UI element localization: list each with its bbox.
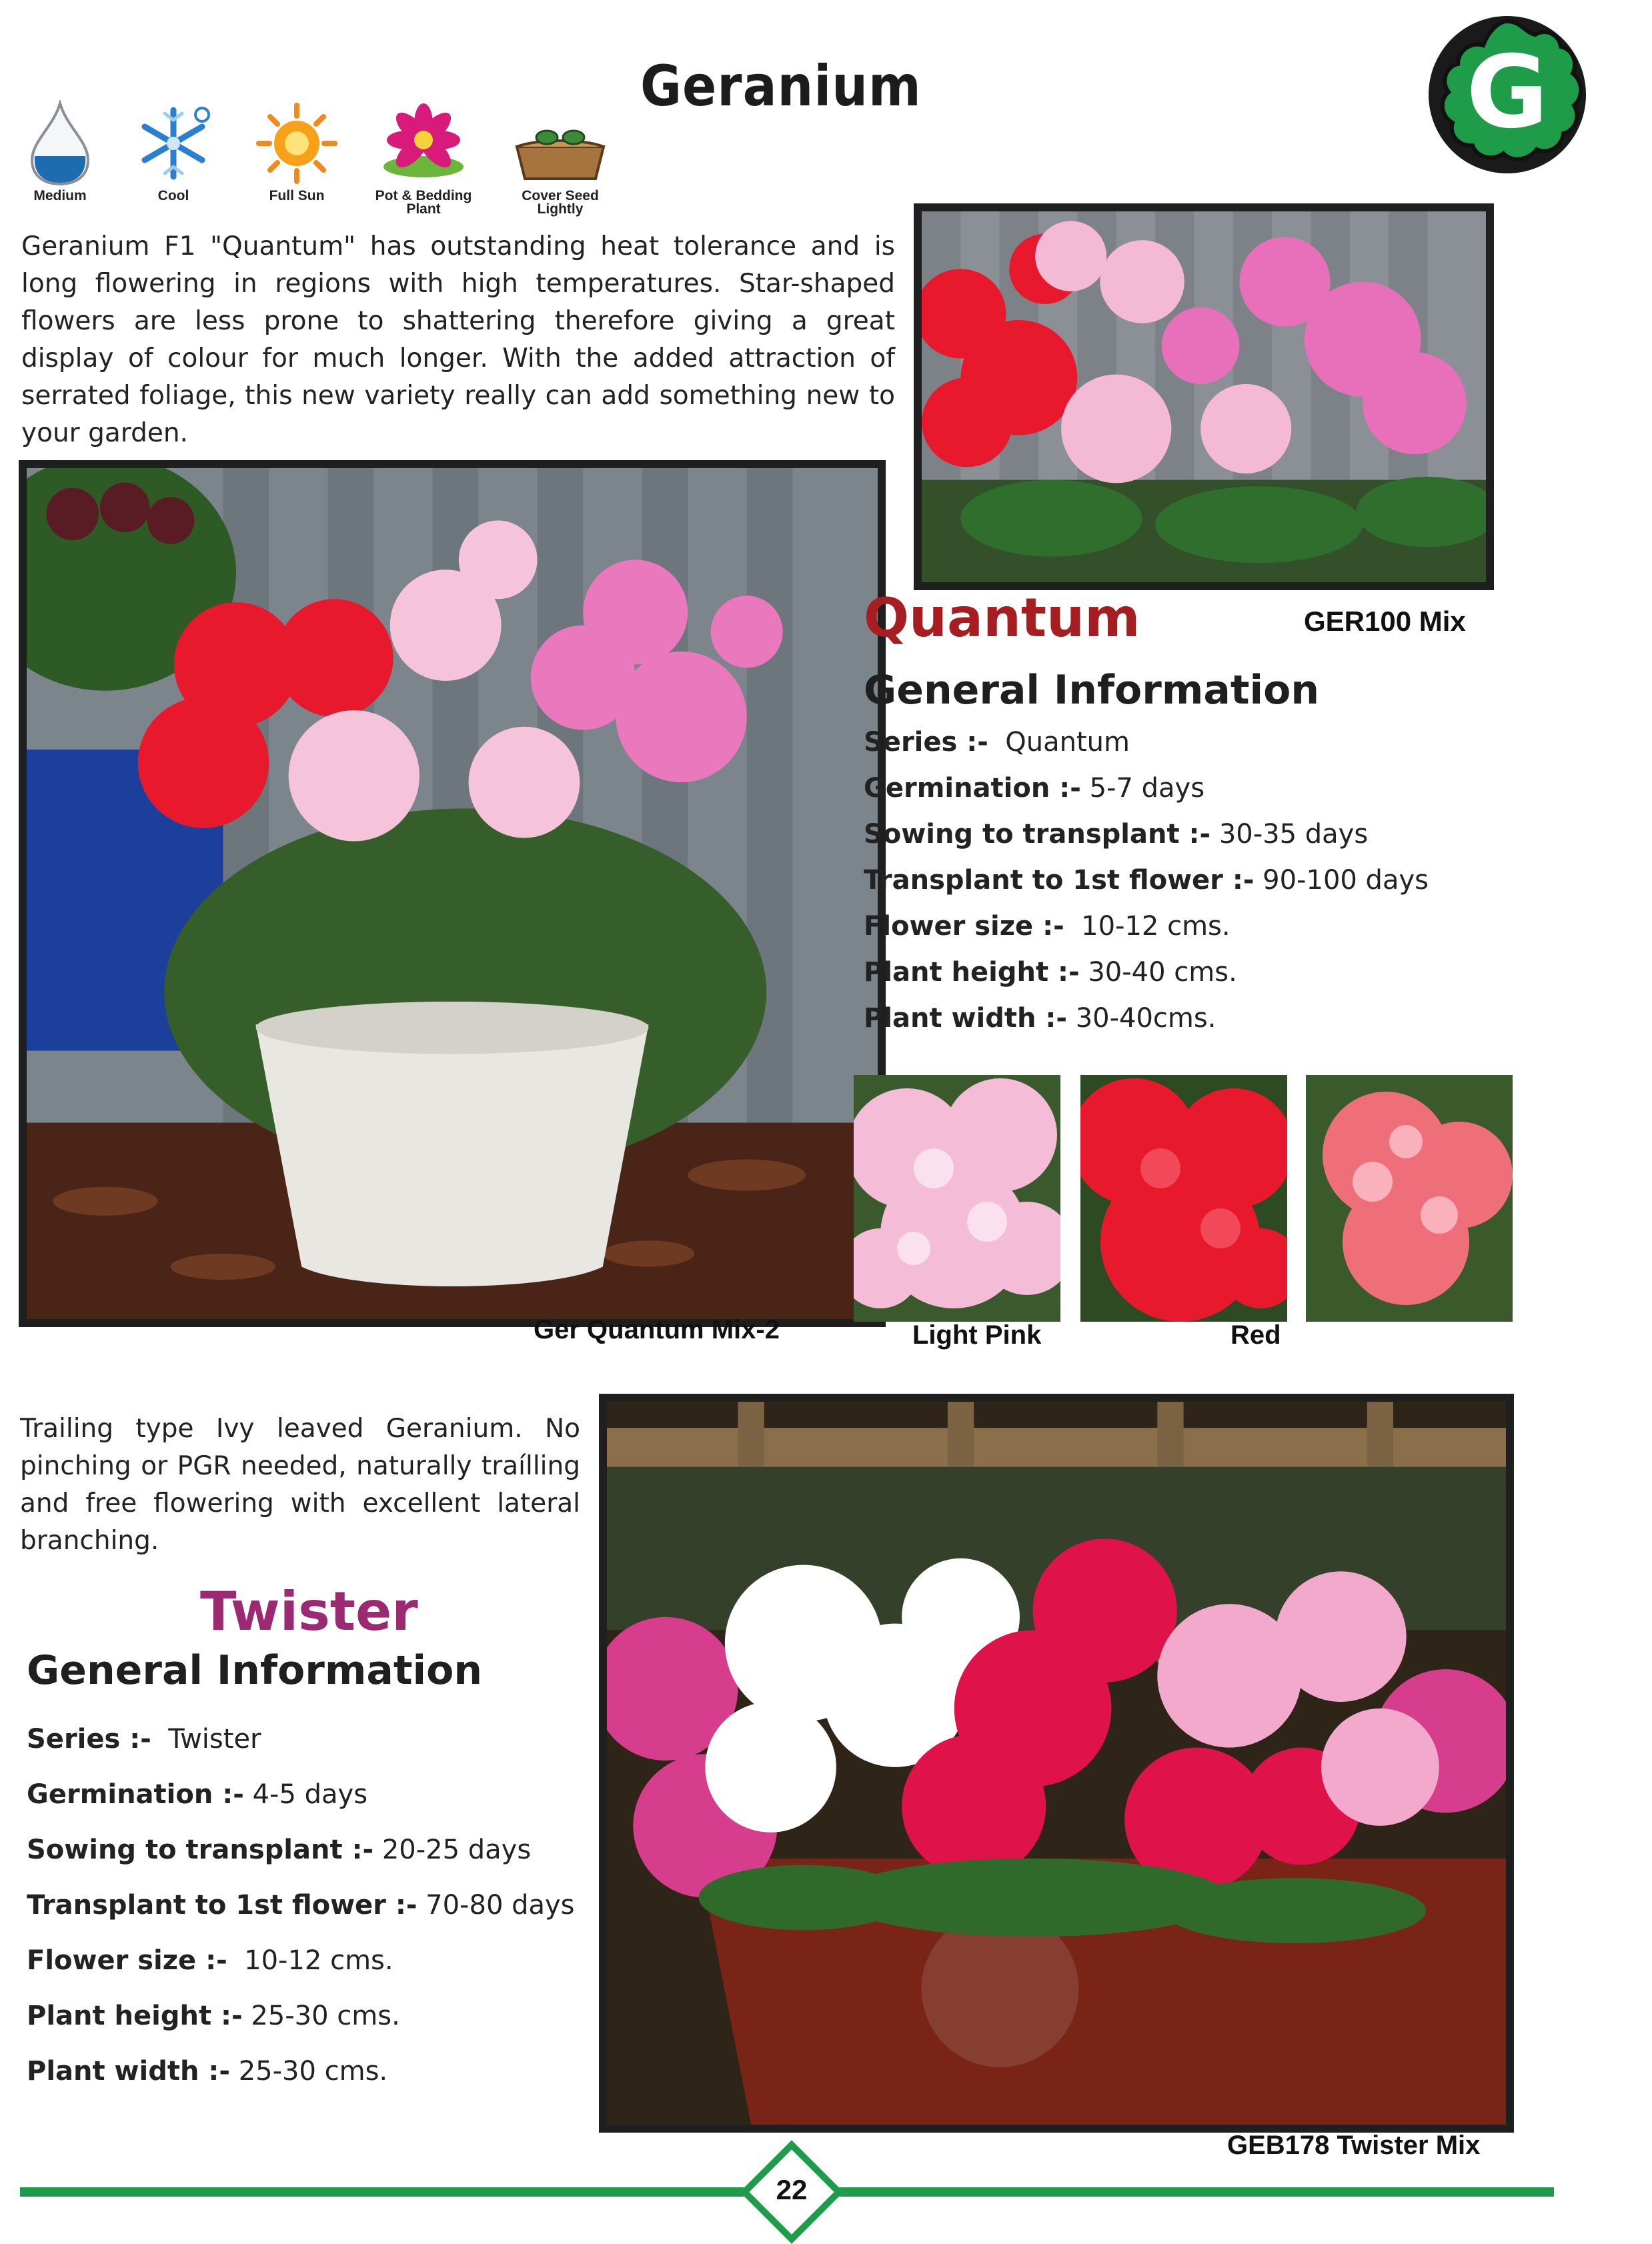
swatch-label-red: Red [1230,1320,1281,1350]
flower-icon-block [373,100,474,216]
quantum-description: Geranium F1 "Quantum" has outstanding heat tolerance and is long flowering in regions with high temperatures. Star-shaped flowers are less prone to shattering therefore giving a great display of colour for much longer. With the added attraction of serrated foliage, this new variety really can add something new to your garden. [21,231,895,448]
twister-info-transplant: Transplant to 1st flower :- 70-80 days [27,1890,575,1921]
swatch-red [1080,1075,1287,1322]
water-drop-icon-block [13,100,107,203]
page-number: 22 [776,2174,808,2205]
icon-label-full-sun: Full Sun [269,188,325,203]
twister-variety-name: Twister [200,1580,418,1642]
twister-info-flower-size: Flower size :- 10-12 cms. [27,1945,393,1976]
twister-mix-photo [599,1394,1514,2133]
sun-icon-block [250,100,343,203]
quantum-info-series: Series :- Quantum [864,727,1130,758]
twister-info-germination: Germination :- 4-5 days [27,1779,368,1810]
sun-icon [253,100,340,187]
swatch-label-light-pink: Light Pink [912,1320,1042,1350]
quantum-info-heading: General Information [864,667,1320,714]
quantum-code: GER100 Mix [1304,606,1466,637]
twister-info-heading: General Information [27,1647,483,1694]
quantum-info-flower-size: Flower size :- 10-12 cms. [864,911,1230,942]
twister-info-list [27,1724,575,2111]
quantum-info-plant-width: Plant width :- 30-40cms. [864,1003,1216,1034]
water-drop-icon [27,100,93,187]
twister-info-series: Series :- Twister [27,1724,261,1755]
icon-label-cover-seed: Cover Seed Lightly [522,188,599,217]
twister-description: Trailing type Ivy leaved Geranium. No pinching or PGR needed, naturally traílling and free flowering with excellent lateral branching. [20,1414,580,1556]
quantum-info-germination: Germination :- 5-7 days [864,773,1205,804]
snowflake-icon [130,100,217,187]
quantum-info-list [864,727,1429,1049]
quantum-info-transplant: Transplant to 1st flower :- 90-100 days [864,865,1429,896]
twister-caption: GEB178 Twister Mix [1227,2131,1481,2160]
quantum-variety-name: Quantum [864,587,1140,649]
twister-info-plant-width: Plant width :- 25-30 cms. [27,2056,388,2087]
quantum-mix-photo [914,203,1494,590]
icon-label-pot-bedding: Pot & Bedding Plant [375,188,472,217]
quantum-info-plant-height: Plant height :- 30-40 cms. [864,957,1237,988]
ger-quantum-mix-2-photo [19,460,886,1327]
quantum-main-caption: Ger Quantum Mix-2 [534,1315,780,1344]
twister-info-plant-height: Plant height :- 25-30 cms. [27,2001,400,2031]
svg-text:G: G [1466,35,1549,151]
twister-info-sowing: Sowing to transplant :- 20-25 days [27,1835,532,1865]
seed-tray-icon-block [510,100,610,216]
flower-icon [373,100,474,187]
icon-label-medium: Medium [33,188,87,203]
quantum-info-sowing: Sowing to transplant :- 30-35 days [864,819,1369,850]
swatch-salmon [1306,1075,1513,1322]
snowflake-icon-block [127,100,220,203]
seed-tray-icon [510,100,610,187]
icon-label-cool: Cool [157,188,189,203]
page-title: Geranium [640,53,922,119]
brand-logo [1421,8,1594,181]
swatch-light-pink [854,1075,1060,1322]
